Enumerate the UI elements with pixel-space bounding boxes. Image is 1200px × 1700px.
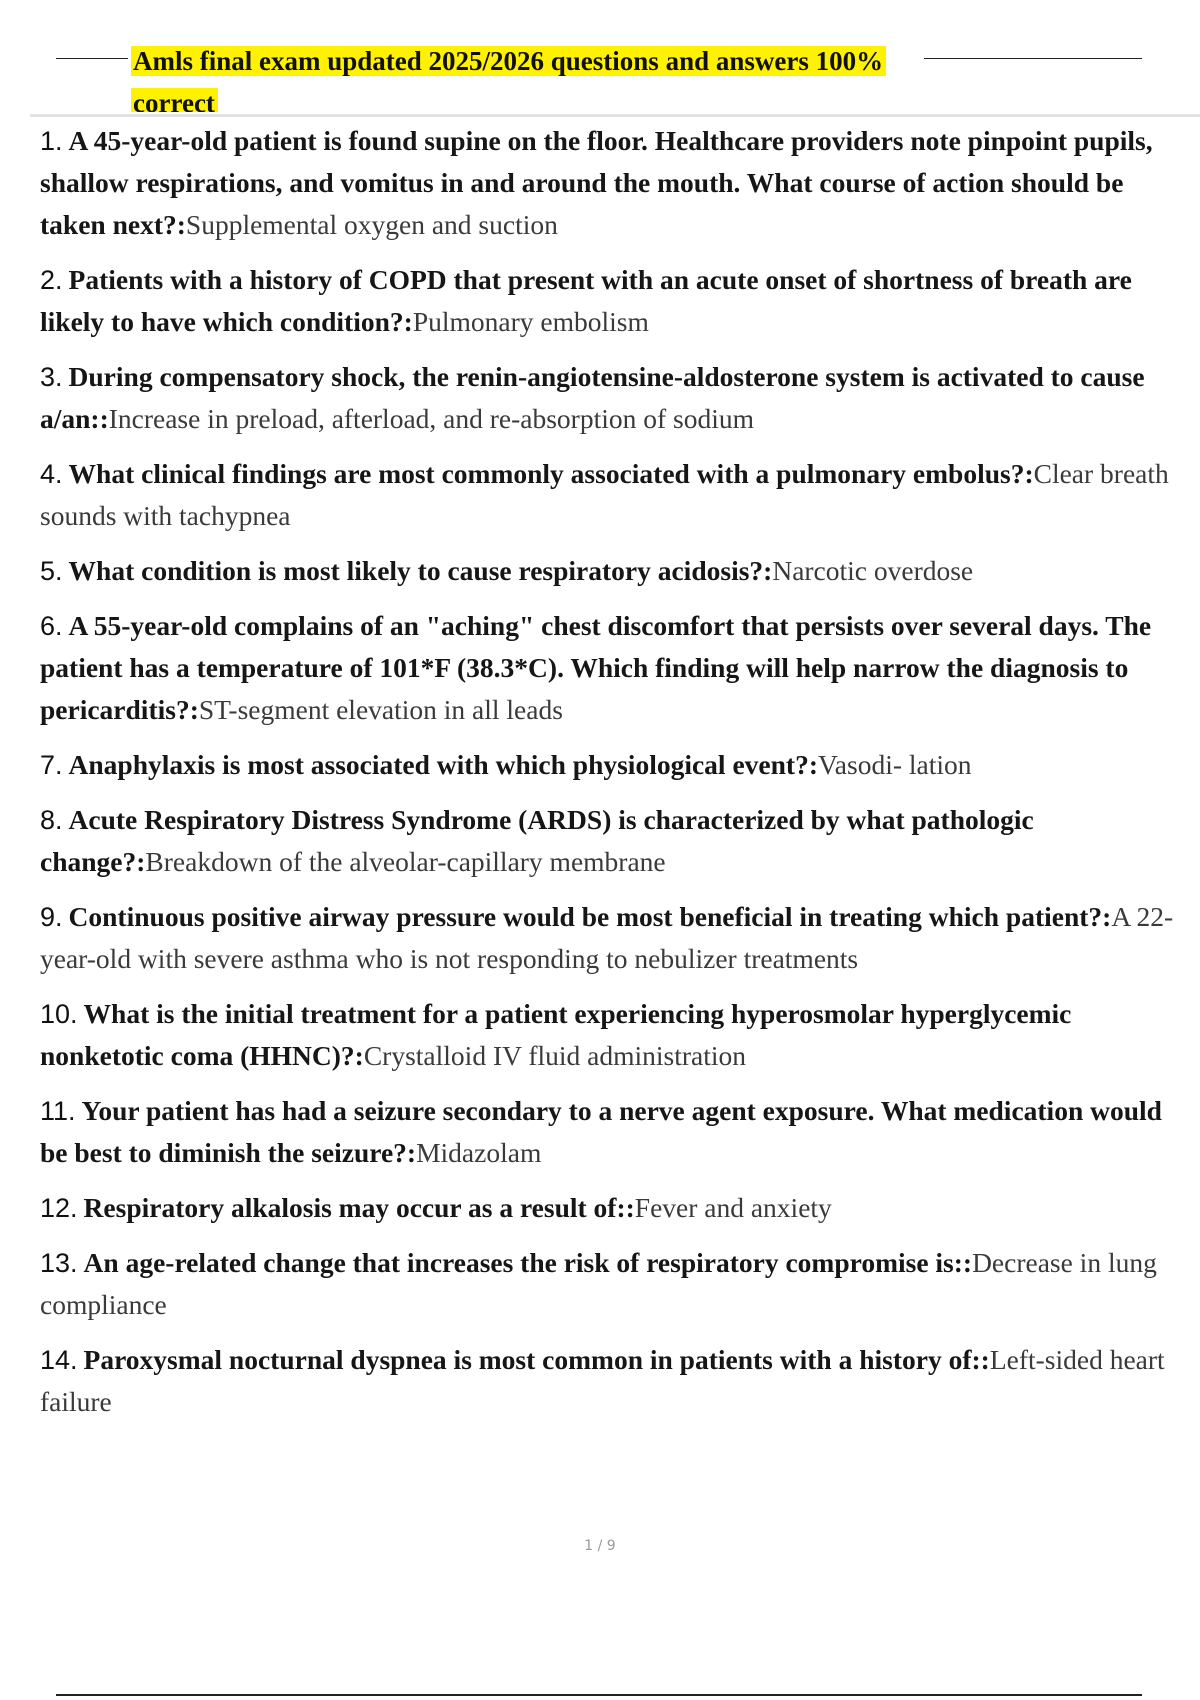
title-rule-left [56,58,128,59]
document-title [131,40,921,112]
answer-text: Supplemental oxygen and suction [185,209,558,240]
qa-item [40,896,1192,980]
answer-text: Pulmonary embolism [412,306,649,337]
question-number: 6. [40,611,63,641]
question-number: 2. [40,265,63,295]
question-text: What clinical findings are most commonly associated with a pulmonary embolus?: [68,458,1034,489]
answer-text: Left-sided heart failure [40,1344,1165,1417]
answer-text: Vasodi- lation [817,749,972,780]
qa-item [40,1339,1192,1423]
question-text: What is the initial treatment for a patient experiencing hyperosmolar hyperglycemic nonketotic coma (HHNC)?: [40,998,1072,1071]
question-text: Respiratory alkalosis may occur as a result of:: [83,1192,635,1223]
qa-item [40,1187,1192,1229]
qa-item [40,259,1192,343]
question-text: A 45-year-old patient is found supine on the floor. Healthcare providers note pinpoint pupils, shallow respirations, and vomitus in and around the mouth. What course of action should be taken next?: [40,125,1153,240]
question-number: 8. [40,805,63,835]
question-text: Your patient has had a seizure secondary to a nerve agent exposure. What medication would be best to diminish the seizure?: [40,1095,1162,1168]
footer-rule [56,1694,1142,1696]
question-number: 12. [40,1193,78,1223]
question-text: Anaphylaxis is most associated with which physiological event?: [68,749,818,780]
answer-text: Decrease in lung compliance [40,1247,1157,1320]
answer-text: Clear breath sounds with tachypnea [40,458,1169,531]
question-number: 4. [40,459,63,489]
title-highlight-line2: correct [131,88,218,112]
answer-text: Fever and anxiety [634,1192,832,1223]
qa-item [40,453,1192,537]
answer-text: Midazolam [416,1137,542,1168]
qa-item [40,1242,1192,1326]
question-number: 7. [40,750,63,780]
answer-text: Increase in preload, afterload, and re-absorption of sodium [108,403,754,434]
page-indicator: 1 / 9 [584,1538,616,1554]
qa-item [40,744,1192,786]
question-text: Paroxysmal nocturnal dyspnea is most common in patients with a history of:: [83,1344,990,1375]
answer-text: A 22-year-old with severe asthma who is not responding to nebulizer treatments [40,901,1174,974]
question-number: 13. [40,1248,78,1278]
question-number: 5. [40,556,63,586]
title-rule-right [924,58,1142,59]
answer-text: ST-segment elevation in all leads [198,694,563,725]
question-text: A 55-year-old complains of an "aching" chest discomfort that persists over several days. The patient has a temperature of 101*F (38.3*C). Which finding will help narrow the diagnosis to pericarditis?: [40,610,1152,725]
question-text: Patients with a history of COPD that present with an acute onset of shortness of breath are likely to have which condition?: [40,264,1132,337]
title-highlight-line1: Amls final exam updated 2025/2026 questions and answers 100% [131,46,886,76]
question-text: Acute Respiratory Distress Syndrome (ARDS) is characterized by what pathologic change?: [40,804,1034,877]
qa-item [40,550,1192,592]
document-header [56,36,1142,116]
question-number: 1. [40,126,63,156]
qa-item [40,120,1192,246]
question-text: An age-related change that increases the risk of respiratory compromise is:: [83,1247,973,1278]
qa-item [40,356,1192,440]
question-number: 14. [40,1345,78,1375]
qa-item [40,799,1192,883]
question-text: Continuous positive airway pressure would be most beneficial in treating which patient?: [68,901,1112,932]
answer-text: Narcotic overdose [772,555,974,586]
question-number: 9. [40,902,63,932]
answer-text: Breakdown of the alveolar-capillary membrane [145,846,666,877]
question-text: What condition is most likely to cause respiratory acidosis?: [68,555,773,586]
question-number: 10. [40,999,78,1029]
question-number: 3. [40,362,63,392]
qa-item [40,605,1192,731]
question-list [40,120,1192,1436]
answer-text: Crystalloid IV fluid administration [363,1040,747,1071]
header-divider [30,114,1200,117]
question-text: During compensatory shock, the renin-angiotensine-aldosterone system is activated to cause a/an:: [40,361,1145,434]
qa-item [40,993,1192,1077]
question-number: 11. [40,1096,76,1126]
qa-item [40,1090,1192,1174]
